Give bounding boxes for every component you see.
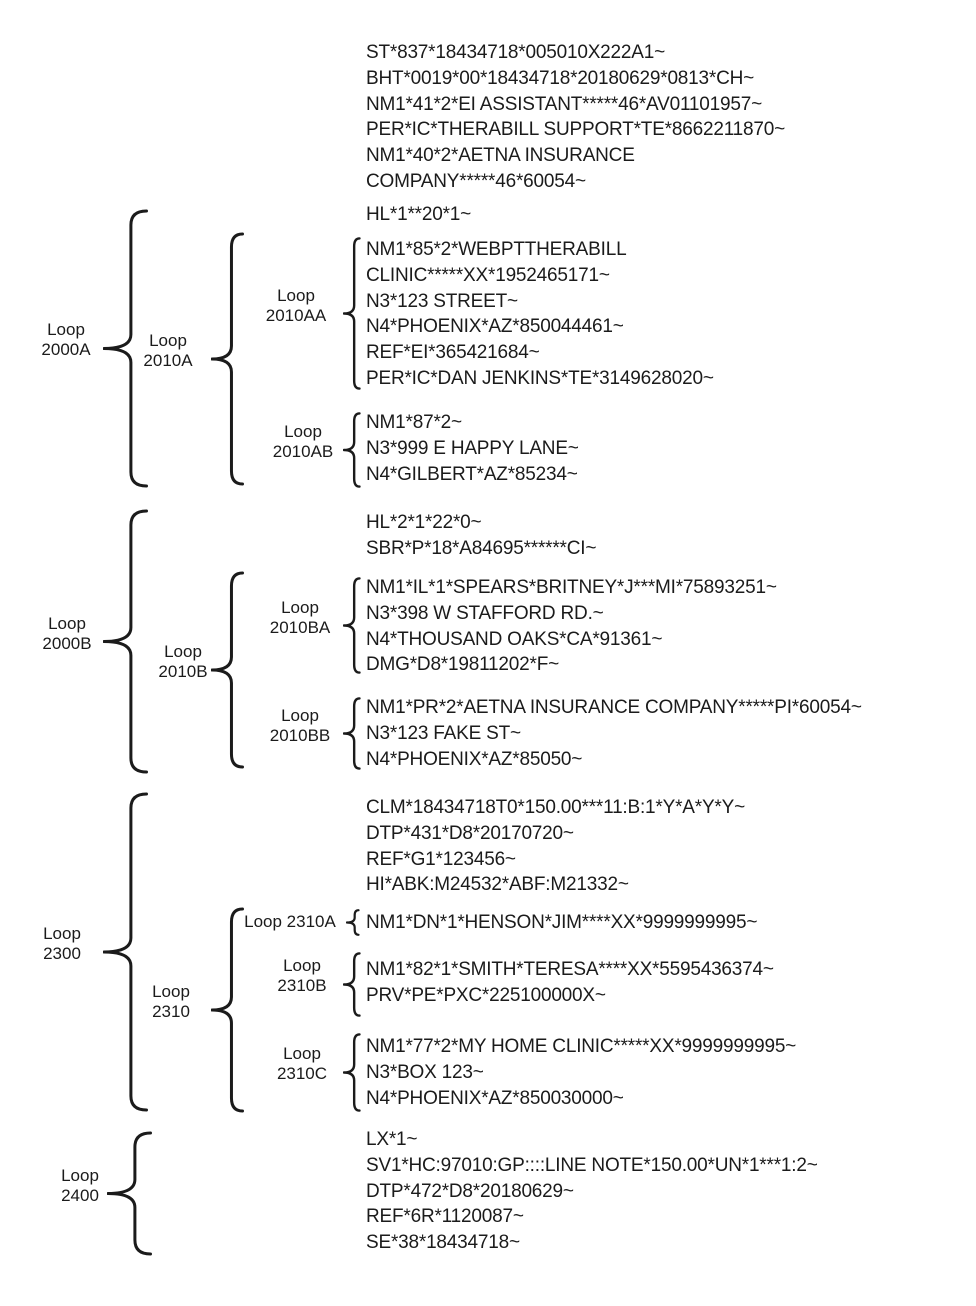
loop-label-line: 2000A [41, 340, 91, 359]
segment-block-hl-2000a [366, 202, 471, 228]
segment-line: N3*999 E HAPPY LANE~ [366, 437, 579, 459]
brace-loop-2310 [211, 906, 244, 1114]
loop-label-2010ab [260, 422, 346, 462]
loop-label-line: Loop [277, 286, 315, 305]
loop-label-line: Loop [61, 1166, 99, 1185]
loop-label-line: Loop [47, 320, 85, 339]
loop-label-2010ba [257, 598, 343, 638]
segment-line: N3*123 FAKE ST~ [366, 722, 521, 744]
segment-line: NM1*DN*1*HENSON*JIM****XX*9999999995~ [366, 912, 758, 933]
segment-line: DTP*472*D8*20180629~ [366, 1180, 574, 1202]
loop-label-2000a [28, 320, 104, 360]
loop-label-line: Loop [152, 982, 190, 1001]
segment-line: N4*PHOENIX*AZ*850044461~ [366, 316, 624, 338]
segment-line: HL*2*1*22*0~ [366, 512, 482, 533]
loop-label-2010b [145, 642, 221, 682]
loop-label-line: 2010BB [269, 726, 331, 745]
segment-line: NM1*IL*1*SPEARS*BRITNEY*J***MI*75893251~ [366, 577, 777, 598]
loop-label-line: 2010A [143, 351, 193, 370]
segment-line: PER*IC*DAN JENKINS*TE*3149628020~ [366, 367, 714, 389]
loop-label-2310c [259, 1044, 345, 1084]
loop-label-line: 2010AA [265, 306, 327, 325]
brace-loop-2300 [103, 791, 148, 1113]
loop-label-2000b [29, 614, 105, 654]
brace-loop-2010ba [343, 576, 361, 675]
segment-line: N3*123 STREET~ [366, 290, 518, 312]
segment-block-transaction-header [366, 40, 785, 195]
segment-line: ST*837*18434718*005010X222A1~ [366, 42, 666, 63]
loop-label-2310a [238, 912, 342, 932]
segment-line: NM1*87*2~ [366, 412, 462, 433]
loop-label-line: Loop [281, 706, 319, 725]
segment-line: NM1*PR*2*AETNA INSURANCE COMPANY*****PI*60054~ [366, 697, 862, 718]
segment-line: COMPANY*****46*60054~ [366, 170, 586, 192]
loop-label-2310b [259, 956, 345, 996]
segment-line: HI*ABK:M24532*ABF:M21332~ [366, 874, 629, 896]
segment-line: NM1*41*2*EI ASSISTANT*****46*AV01101957~ [366, 93, 763, 115]
segment-line: PER*IC*THERABILL SUPPORT*TE*8662211870~ [366, 119, 786, 141]
segment-line: N4*THOUSAND OAKS*CA*91361~ [366, 628, 663, 650]
loop-label-line: Loop [281, 598, 319, 617]
brace-loop-2010b [211, 570, 244, 770]
loop-label-line: 2000B [42, 634, 92, 653]
loop-label-line: Loop [283, 956, 321, 975]
brace-loop-2010a [211, 231, 244, 487]
segment-line: CLM*18434718T0*150.00***11:B:1*Y*A*Y*Y~ [366, 797, 745, 818]
loop-label-2010aa [253, 286, 339, 326]
segment-line: NM1*40*2*AETNA INSURANCE [366, 145, 635, 167]
segment-line: LX*1~ [366, 1129, 418, 1150]
brace-loop-2010aa [343, 236, 361, 391]
segment-block-loop-2400 [366, 1127, 818, 1256]
segment-line: N3*398 W STAFFORD RD.~ [366, 602, 604, 624]
brace-loop-2000b [103, 508, 148, 775]
brace-loop-2010ab [343, 411, 361, 489]
segment-line: SBR*P*18*A84695******CI~ [366, 537, 597, 559]
segment-line: SV1*HC:97010:GP::::LINE NOTE*150.00*UN*1***1:2~ [366, 1154, 818, 1176]
segment-block-loop-2310c [366, 1034, 796, 1111]
segment-line: N4*PHOENIX*AZ*850030000~ [366, 1087, 624, 1109]
loop-label-line: 2010B [158, 662, 208, 681]
brace-loop-2400 [107, 1130, 152, 1257]
segment-block-loop-2010ba [366, 575, 777, 678]
loop-label-line: Loop 2310A [244, 912, 336, 931]
segment-block-clm-2300 [366, 795, 745, 898]
segment-line: REF*EI*365421684~ [366, 342, 540, 364]
segment-line: N3*BOX 123~ [366, 1061, 484, 1083]
segment-line: DTP*431*D8*20170720~ [366, 822, 574, 844]
brace-loop-2310b [343, 951, 361, 1018]
loop-label-line: 2300 [43, 944, 81, 963]
brace-loop-2010bb [343, 696, 361, 771]
loop-label-line: Loop [43, 924, 81, 943]
brace-loop-2310a [346, 908, 360, 937]
segment-block-loop-2010aa [366, 237, 714, 392]
segment-line: DMG*D8*19811202*F~ [366, 654, 560, 676]
loop-label-line: Loop [48, 614, 86, 633]
segment-block-loop-2010bb [366, 695, 862, 772]
segment-line: SE*38*18434718~ [366, 1232, 520, 1254]
loop-label-line: Loop [283, 1044, 321, 1063]
loop-label-line: Loop [164, 642, 202, 661]
loop-label-line: 2310 [152, 1002, 190, 1021]
segment-block-loop-2310b [366, 957, 774, 1009]
segment-block-loop-2310a [366, 910, 757, 936]
brace-loop-2310c [343, 1032, 361, 1113]
loop-label-line: 2010BA [269, 618, 331, 637]
segment-line: REF*G1*123456~ [366, 848, 516, 870]
loop-label-line: Loop [284, 422, 322, 441]
segment-line: N4*PHOENIX*AZ*85050~ [366, 748, 583, 770]
segment-block-hl-2000b [366, 510, 596, 562]
loop-label-line: 2310C [276, 1064, 328, 1083]
segment-line: REF*6R*1120087~ [366, 1206, 524, 1228]
segment-line: N4*GILBERT*AZ*85234~ [366, 463, 578, 485]
brace-loop-2000a [103, 208, 148, 489]
loop-label-line: 2310B [277, 976, 327, 995]
segment-line: NM1*77*2*MY HOME CLINIC*****XX*9999999995~ [366, 1036, 797, 1057]
segment-block-loop-2010ab [366, 410, 579, 487]
segment-line: BHT*0019*00*18434718*20180629*0813*CH~ [366, 67, 755, 89]
loop-label-line: 2010AB [272, 442, 334, 461]
segment-line: HL*1**20*1~ [366, 204, 472, 225]
segment-line: CLINIC*****XX*1952465171~ [366, 264, 610, 286]
segment-line: PRV*PE*PXC*225100000X~ [366, 984, 606, 1006]
loop-label-line: Loop [149, 331, 187, 350]
loop-label-line: 2400 [61, 1186, 99, 1205]
loop-label-2010bb [257, 706, 343, 746]
segment-line: NM1*85*2*WEBPTTHERABILL [366, 239, 627, 260]
loop-label-2300 [24, 924, 100, 964]
segment-line: NM1*82*1*SMITH*TERESA****XX*5595436374~ [366, 959, 774, 980]
